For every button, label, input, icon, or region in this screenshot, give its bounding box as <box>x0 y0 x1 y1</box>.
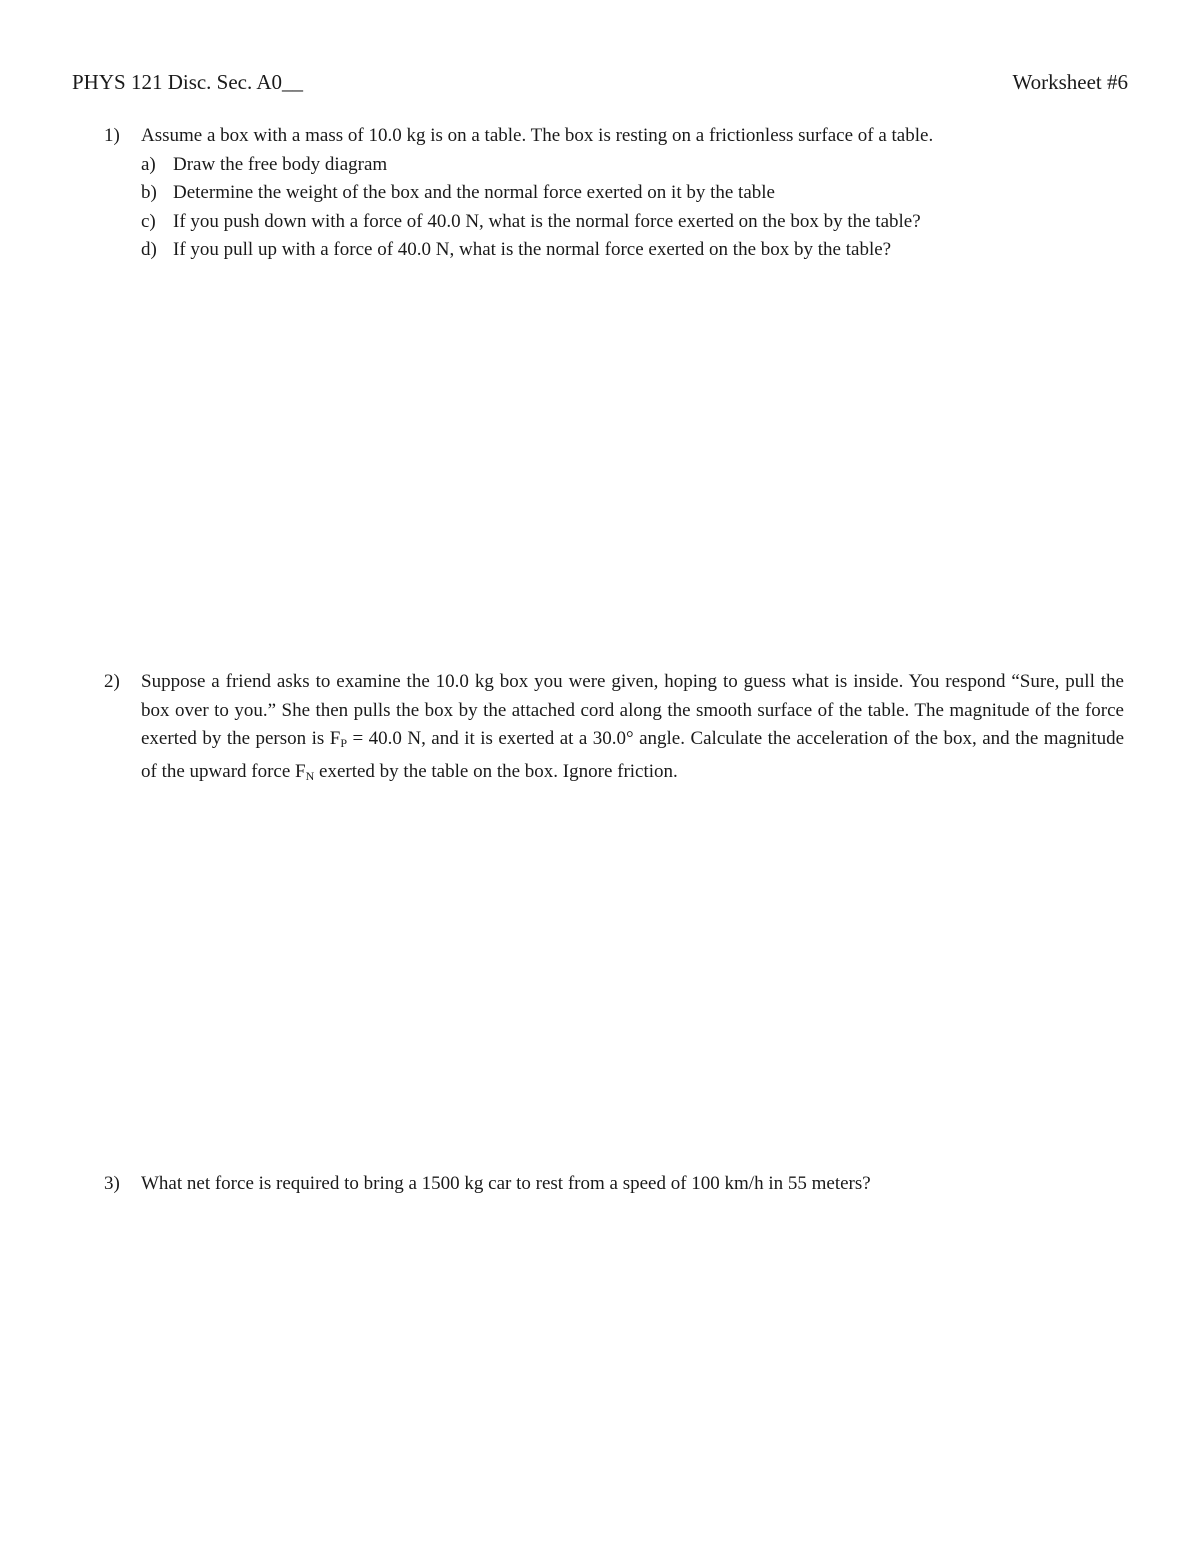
part-letter: d) <box>141 239 157 260</box>
question-number: 3) <box>104 1173 120 1194</box>
part-text: If you pull up with a force of 40.0 N, what is the normal force exerted on the box by the table? <box>173 239 892 260</box>
question-number: 2) <box>104 671 120 692</box>
part-text: Determine the weight of the box and the normal force exerted on it by the table <box>173 182 775 203</box>
question-text: Assume a box with a mass of 10.0 kg is on a table. The box is resting on a frictionless surface of a table. <box>141 125 934 146</box>
subscript-p: P <box>340 736 348 750</box>
part-letter: c) <box>141 210 156 232</box>
question-text-part-3: exerted by the table on the box. Ignore friction. <box>314 760 678 782</box>
question-part-a <box>141 151 1124 180</box>
course-section-label: PHYS 121 Disc. Sec. A0__ <box>72 70 304 94</box>
page-header <box>72 70 1128 100</box>
question-text: What net force is required to bring a 1500 kg car to rest from a speed of 100 km/h in 55 meters? <box>141 1173 871 1194</box>
question-text-part-2: = 40.0 N, and it is exerted at a 30.0° angle. Calculate the acceleration of the box, and the magnitude of the upward force F <box>141 728 1124 782</box>
question-text-part-1: Suppose a friend asks to examine the 10.0 kg box you were given, hoping to guess what is inside. You respond “Sure, pull the box over to you.” She then pulls the box by the attached cord along the smooth surface of the table. The magnitude of the force exerted by the person is F <box>141 671 1124 749</box>
question-text <box>141 668 1124 790</box>
question-1 <box>104 122 1124 265</box>
part-letter: a) <box>141 153 156 175</box>
question-2 <box>104 668 1124 790</box>
question-part-c <box>141 208 1124 237</box>
question-part-d <box>141 236 1124 265</box>
subscript-n: N <box>305 768 315 783</box>
part-text: If you push down with a force of 40.0 N, what is the normal force exerted on the box by the table? <box>173 210 921 232</box>
question-3 <box>104 1170 1124 1199</box>
part-text: Draw the free body diagram <box>173 153 388 175</box>
question-number: 1) <box>104 125 120 146</box>
question-part-b <box>141 179 1124 208</box>
worksheet-title: Worksheet #6 <box>1012 70 1128 94</box>
part-letter: b) <box>141 182 157 203</box>
question-parts <box>104 151 1124 265</box>
